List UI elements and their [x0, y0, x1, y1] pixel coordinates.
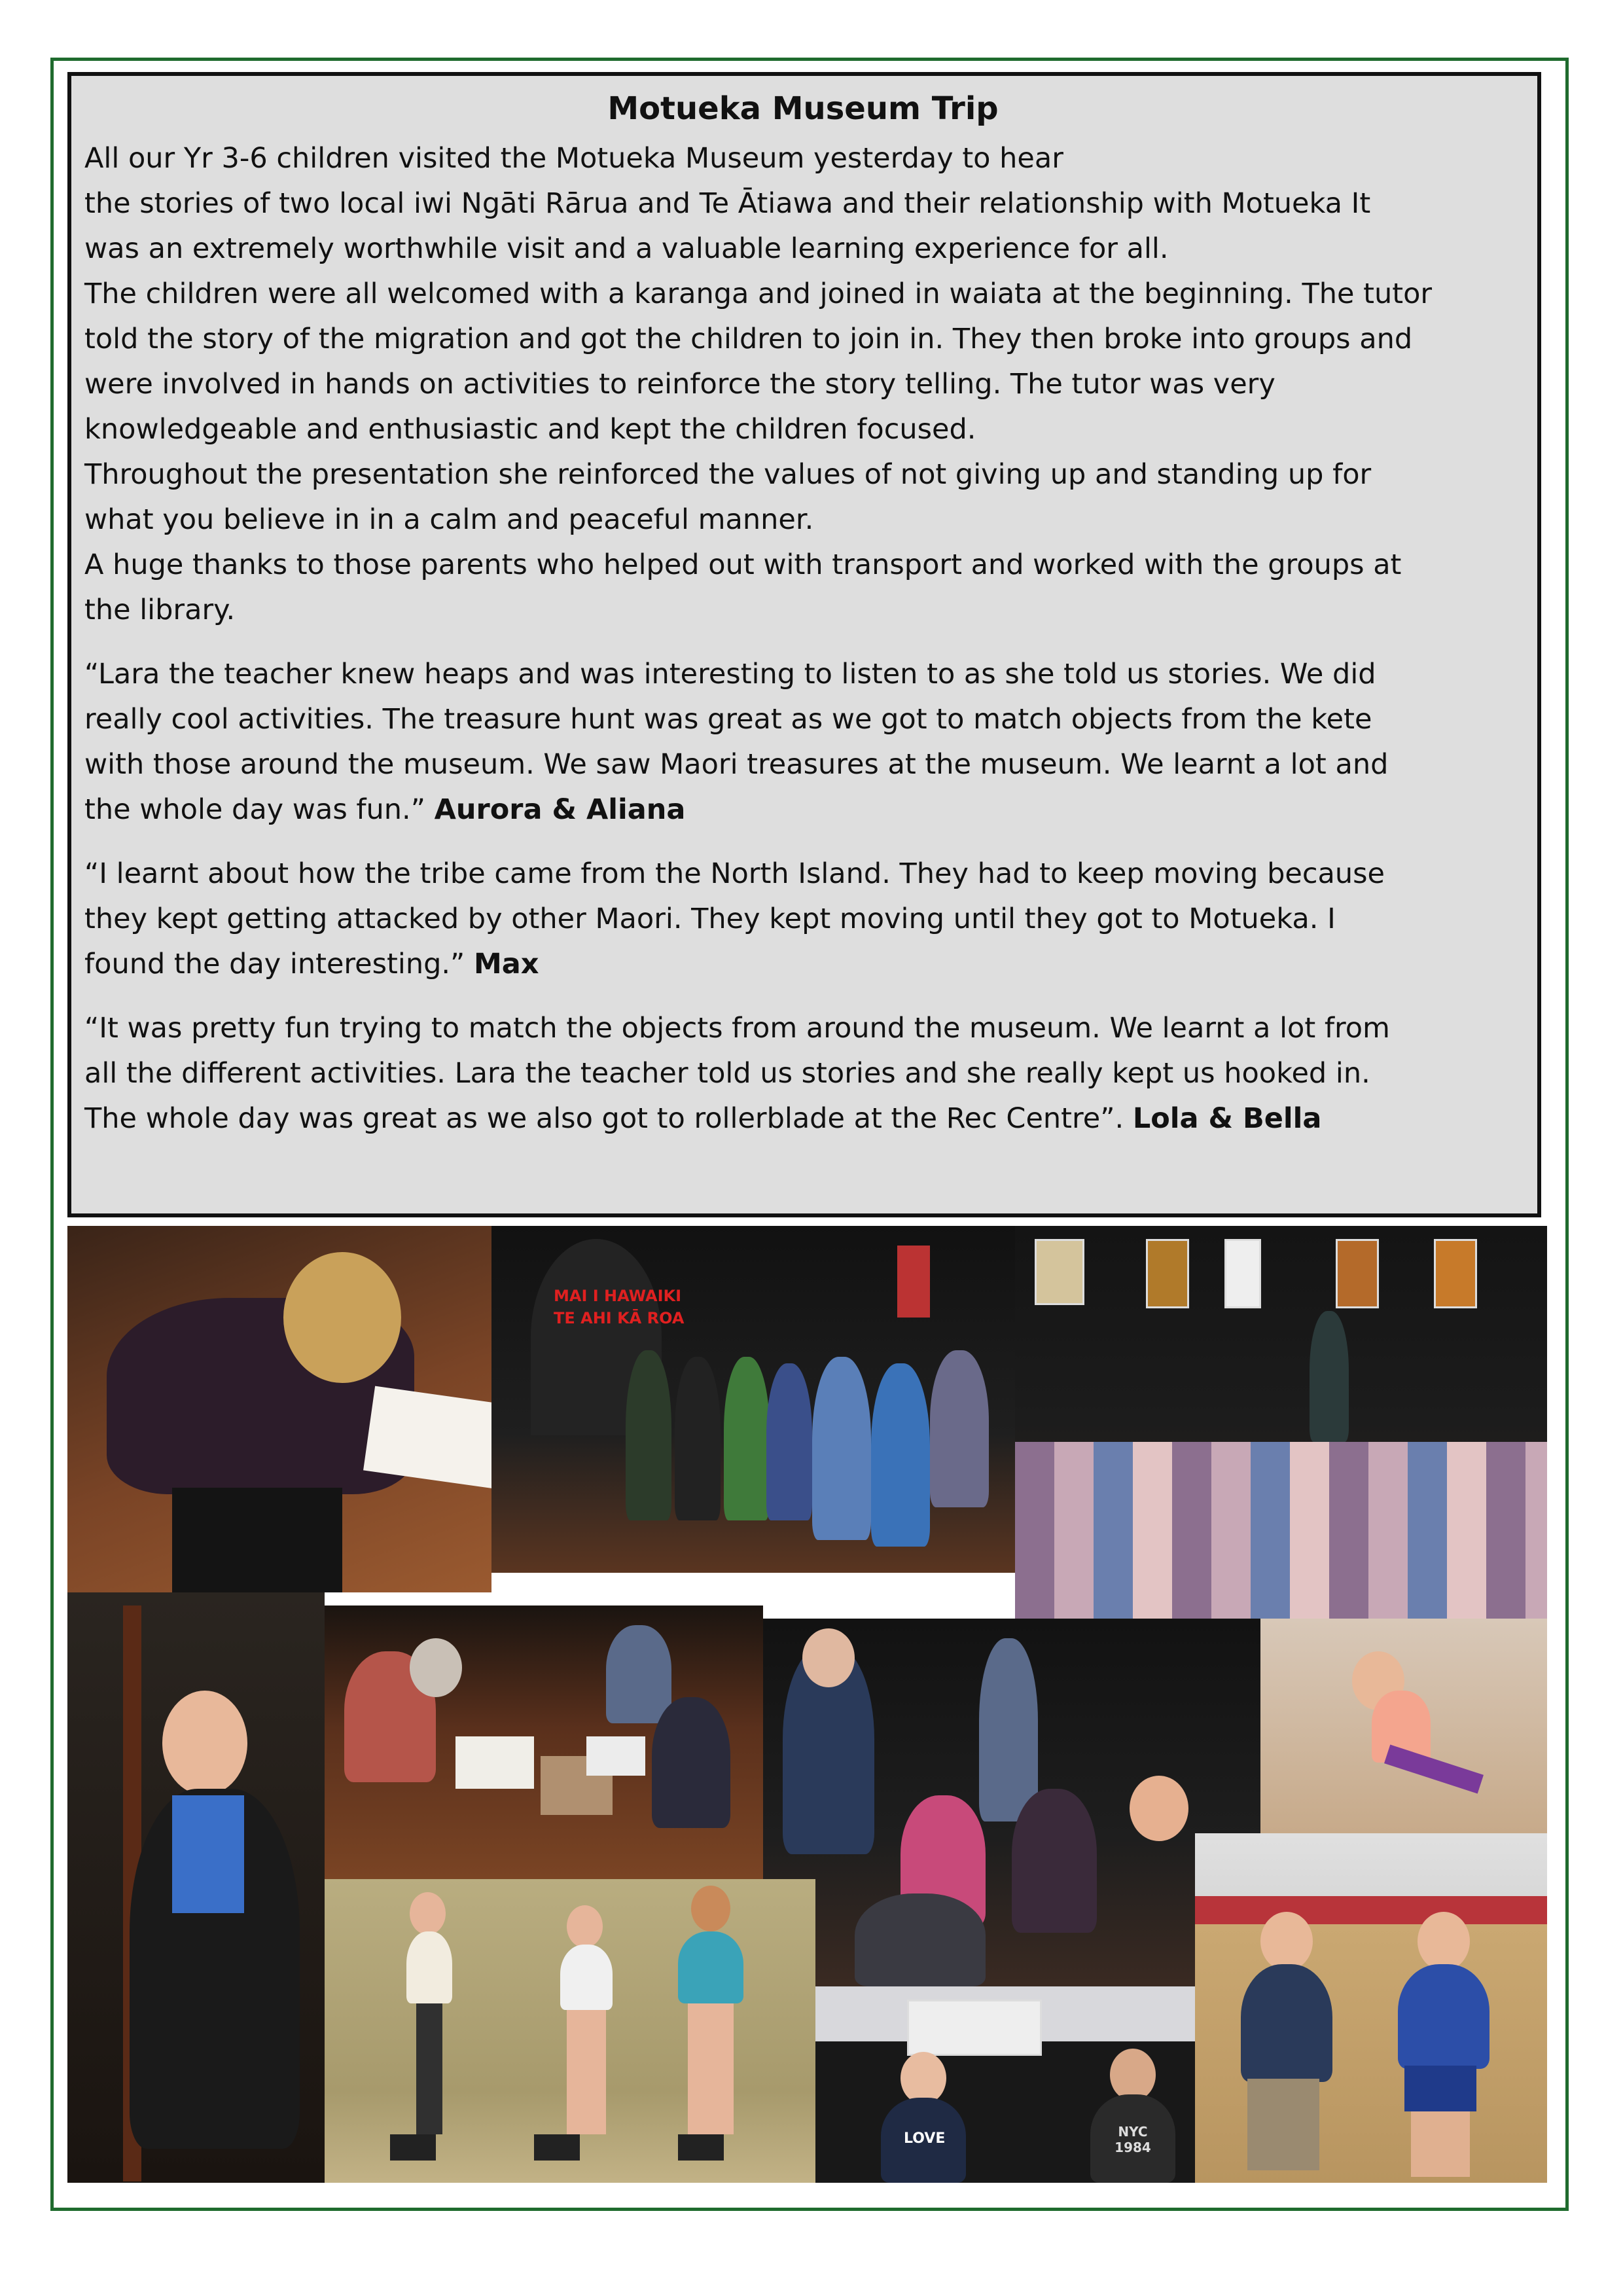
- quote-line: really cool activities. The treasure hunt was great as we got to match objects from the kete: [84, 703, 1372, 736]
- quote-line: “I learnt about how the tribe came from the North Island. They had to keep moving because: [84, 857, 1385, 890]
- quote-line: found the day interesting.”: [84, 948, 474, 980]
- photo-exhibit-group: [491, 1226, 1015, 1573]
- quote-line: the whole day was fun.”: [84, 793, 435, 826]
- intro-line: told the story of the migration and got the children to join in. They then broke into groups and: [84, 323, 1413, 355]
- article-box: [67, 72, 1541, 1217]
- intro-line: the library.: [84, 594, 236, 626]
- quote-author: Lola & Bella: [1132, 1102, 1322, 1135]
- quote-line: they kept getting attacked by other Maori. They kept moving until they got to Motueka. I: [84, 903, 1336, 935]
- intro-line: All our Yr 3-6 children visited the Motueka Museum yesterday to hear: [84, 142, 1063, 175]
- quote-line: “Lara the teacher knew heaps and was interesting to listen to as she told us stories. We did: [84, 658, 1376, 691]
- quote-lola-bella: [84, 1006, 1522, 1141]
- intro-line: what you believe in in a calm and peaceful manner.: [84, 503, 814, 536]
- photo-floor-activity: [325, 1605, 763, 1879]
- photo-two-children-exhibit: [815, 1986, 1195, 2183]
- quote-line: The whole day was great as we also got to rollerblade at the Rec Centre”.: [84, 1102, 1133, 1135]
- quote-aurora-aliana: [84, 652, 1522, 833]
- intro-line: was an extremely worthwhile visit and a valuable learning experience for all.: [84, 232, 1169, 265]
- photo-high-five: [1195, 1833, 1547, 2183]
- intro-paragraph: [84, 136, 1522, 633]
- intro-line: knowledgeable and enthusiastic and kept the children focused.: [84, 413, 976, 446]
- quote-line: all the different activities. Lara the teacher told us stories and she really kept us hooked in.: [84, 1057, 1370, 1090]
- quote-author: Max: [474, 948, 539, 980]
- intro-line: the stories of two local iwi Ngāti Rārua and Te Ātiawa and their relationship with Motueka It: [84, 187, 1371, 220]
- intro-line: A huge thanks to those parents who helped out with transport and worked with the groups at: [84, 548, 1402, 581]
- photo-boy-drawing: [67, 1226, 491, 1592]
- intro-line: Throughout the presentation she reinforced the values of not giving up and standing up for: [84, 458, 1372, 491]
- shirt-text-love: LOVE: [904, 2130, 946, 2147]
- quote-author: Aurora & Aliana: [434, 793, 686, 826]
- quote-line: “It was pretty fun trying to match the objects from around the museum. We learnt a lot from: [84, 1012, 1390, 1045]
- photo-seated-tutor: [1015, 1226, 1547, 1619]
- intro-line: The children were all welcomed with a karanga and joined in waiata at the beginning. The tutor: [84, 278, 1433, 310]
- quote-line: with those around the museum. We saw Maori treasures at the museum. We learnt a lot and: [84, 748, 1389, 781]
- article-title: Motueka Museum Trip: [607, 90, 999, 127]
- shirt-text-nyc: NYC 1984: [1115, 2124, 1151, 2155]
- intro-line: were involved in hands on activities to reinforce the story telling. The tutor was very: [84, 368, 1275, 401]
- photo-three-skaters: [325, 1879, 815, 2183]
- photo-boy-with-staff: [67, 1592, 325, 2183]
- quote-max: [84, 852, 1522, 987]
- photo-clipboards: [763, 1619, 1260, 1986]
- exhibit-banner-text: MAI I HAWAIKI TE AHI KĀ ROA: [554, 1287, 685, 1327]
- photo-girl-skating: [1260, 1619, 1547, 1833]
